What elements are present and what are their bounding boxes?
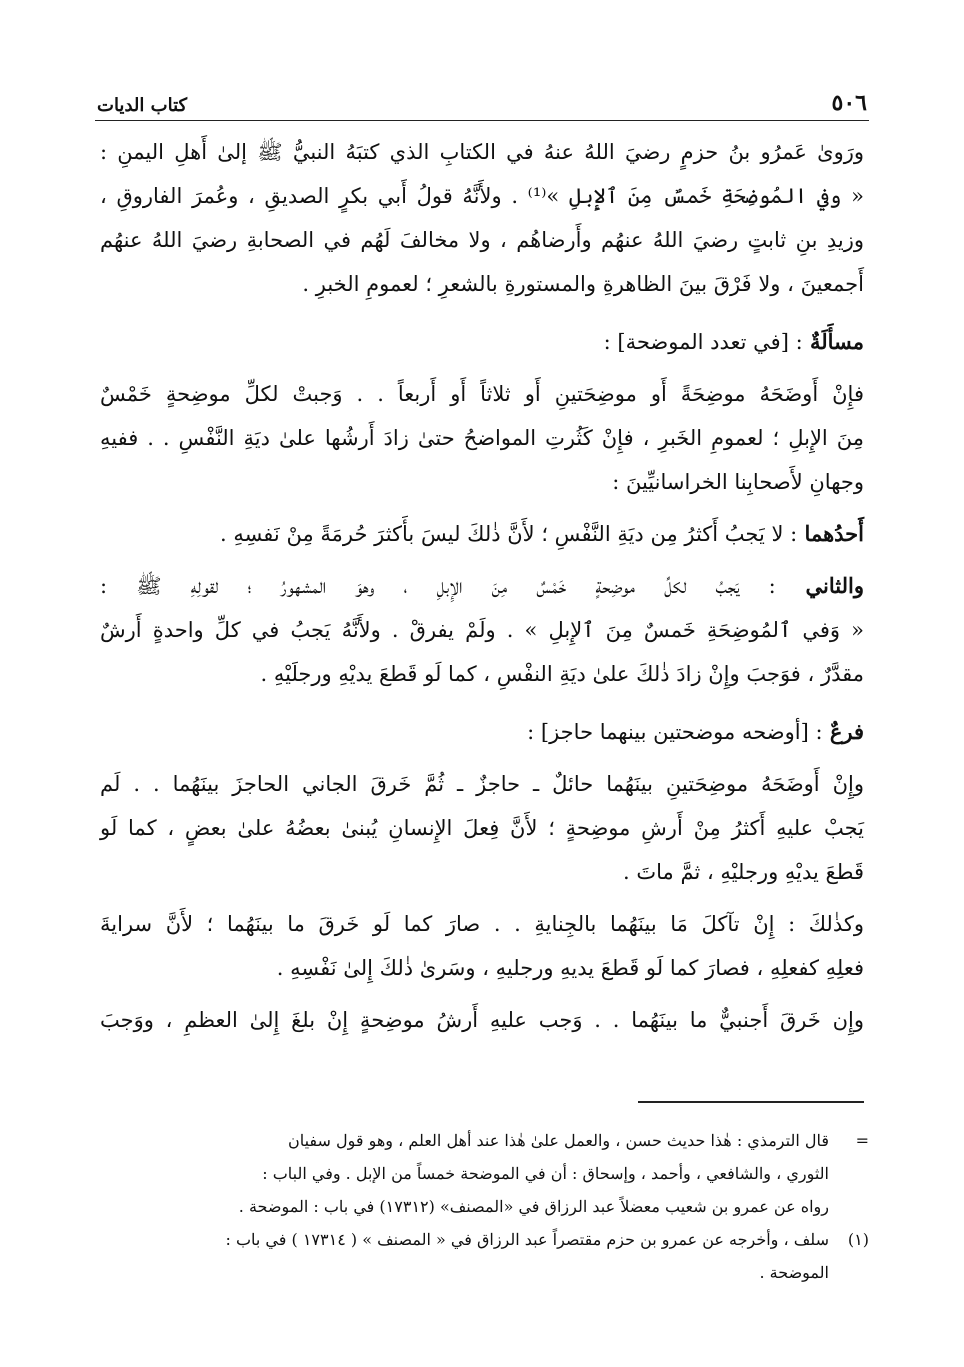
header-rule [95, 120, 869, 121]
paragraph-gap [100, 990, 864, 998]
text-line: وإِن خَرقَ أَجنبيٌّ ما بينَهُما . . وَجب عليهِ أَرشُ موضِحةٍ إِنْ بلغَ إِلىٰ العظمِ ، ووَجبَ [100, 1008, 864, 1032]
text-line: ورَوىٰ عَمرُو بنُ حزمٍ رضيَ اللهُ عنهُ في الكتابِ الذي كتبَهُ النبيُّ ﷺ إلىٰ أَهلِ اليمنِ : [100, 140, 864, 164]
text-line: أَجمعينَ ، ولا فَرْقَ بينَ الظاهرةِ والمستورةِ بالشعرِ ؛ لعمومِ الخبرِ . [302, 272, 864, 296]
main-text [100, 130, 864, 1042]
paragraph-gap [100, 894, 864, 902]
paragraph-gap [100, 754, 864, 762]
footnote-text: الثوري ، والشافعي ، وأحمد ، وإسحاق : أن في الموضحة خمساً من الإبل . وفي الباب : [262, 1164, 829, 1183]
footnote-mark: = [855, 1131, 869, 1150]
subsection-heading: فرعٌ : [أوضحه موضحتين بينهما حاجز] : [527, 719, 864, 744]
text-line: فإِنْ أَوضَحَهُ موضِحَةً أَو موضِحَتينِ أَو ثلاثاً أَو أَربعاً . . وَجبتْ لكلِّ موضِحةٍ خَمْسٌ [100, 382, 864, 406]
section-heading: مسأَلَةٌ : [في تعدد الموضحة] : [603, 329, 864, 354]
text-line: « وفي المُوضِحَةِ خَمسٌ مِنَ ٱلإِبلِ »⁽¹⁾ . ولأَنَّهُ قولُ أَبي بكرٍ الصديقِ ، وعُمرَ الفاروقِ ، [100, 184, 864, 208]
text-line: وزيدِ بنِ ثابتٍ رضيَ اللهُ عنهُم وأَرضاهُم ، ولا مخالفَ لَهُم في الصحابةِ رضيَ اللهُ عنهُم [100, 228, 864, 252]
text-line: فعلِهِ كفعلِهِ ، فصارَ كما لَو قَطعَ يديهِ ورجليهِ ، وسَرىٰ ذٰلكَ إِلىٰ نَفْسِهِ . [276, 956, 864, 980]
footnote-text: قال الترمذي : هٰذا حديث حسن ، والعمل علىٰ هٰذا عند أهل العلم ، وهو قول سفيان [287, 1131, 829, 1150]
paragraph-gap [100, 306, 864, 320]
running-title: كتاب الديات [97, 95, 188, 116]
footnotes [140, 1124, 869, 1289]
footnote-line [140, 1223, 869, 1256]
footnote-line [140, 1256, 869, 1289]
footnote-line [140, 1157, 869, 1190]
footnote-mark [829, 1157, 869, 1190]
text-line: مِنَ الإِبلِ ؛ لعمومِ الخَبرِ ، فإِنْ كَثُرتِ المواضحُ حتىٰ زادَ أَرشُها علىٰ ديَةِ النَّفْسِ . . ففيهِ [100, 426, 864, 450]
page-number: ٥٠٦ [831, 90, 867, 116]
footnote-line [140, 1190, 869, 1223]
footnote-text: سلف ، وأخرجه عن عمرو بن حزم مقتصراً عبد الرزاق في « المصنف » ( ١٧٣١٤ ) في باب : [225, 1230, 829, 1249]
text-line: وكذٰلكَ : إِنْ تآكلَ مَا بينَهُما بالجِنايةِ . . صارَ كما لَو خَرقَ ما بينَهُما ؛ لأَنَّ سرايةَ [100, 912, 864, 936]
footnote-mark [829, 1190, 869, 1223]
footnote-text: رواه عن عمرو بن شعيب معضلاً عبد الرزاق في «المصنف» (١٧٣١٢) في باب : الموضحة . [238, 1197, 829, 1216]
text-line: مقدَّرٌ ، فوَجبَ وإِنْ زادَ ذٰلكَ علىٰ ديَةِ النفْسِ ، كما لَو قَطعَ يديْهِ ورجلَيْهِ . [260, 662, 864, 686]
paragraph-gap [100, 364, 864, 372]
text-line: وإِنْ أَوضَحَهُ موضِحَتينِ بينَهُما حائلٌ ـ حاجزٌ ـ ثُمَّ خَرقَ الجاني الحاجزَ بينَهُما . . لَم [100, 772, 864, 796]
text-line: وجهانِ لأَصحابِنا الخراسانيِّينَ : [612, 470, 864, 494]
footnote-text: الموضحة . [759, 1263, 829, 1282]
footnote-line [140, 1124, 869, 1157]
paragraph-gap [100, 556, 864, 564]
paragraph-gap [100, 504, 864, 512]
text-line: أَحدُهما : لا يَجبُ أَكثرُ مِن ديَةِ النَّفْسِ ؛ لأَنَّ ذٰلكَ ليسَ بأَكثرَ حُرمَةً مِنْ نَفسِهِ . [219, 521, 864, 546]
paragraph-gap [100, 696, 864, 710]
text-line: يَجبْ عليهِ أَكثرُ مِنْ أَرشِ موضِحةٍ ؛ لأَنَّ فِعلَ الإِنسانِ يُبنىٰ بعضُهُ علىٰ بعضٍ ، كما لَو [100, 816, 864, 840]
footnote-mark [829, 1256, 869, 1289]
text-line: « وَفي ٱلمُوضِحَةِ خَمسٌ مِنَ ٱلإِبلِ » . ولَمْ يفرقْ . ولأَنَّهُ يَجبُ في كلِّ واحدةٍ أَرشٌ [100, 618, 864, 642]
text-line: والثاني : يَجبُ لكلِّ موضِحةٍ خَمْسٌ مِنَ الإِبلِ ، وهوَ المشهورُ ؛ لقولِهِ ﷺ : [100, 573, 864, 598]
page-header [97, 82, 867, 116]
footnote-rule [638, 1101, 864, 1103]
footnote-mark: (١) [847, 1230, 869, 1249]
text-line: قَطعَ يديْهِ ورجليْهِ ، ثمَّ ماتَ . [623, 860, 864, 884]
